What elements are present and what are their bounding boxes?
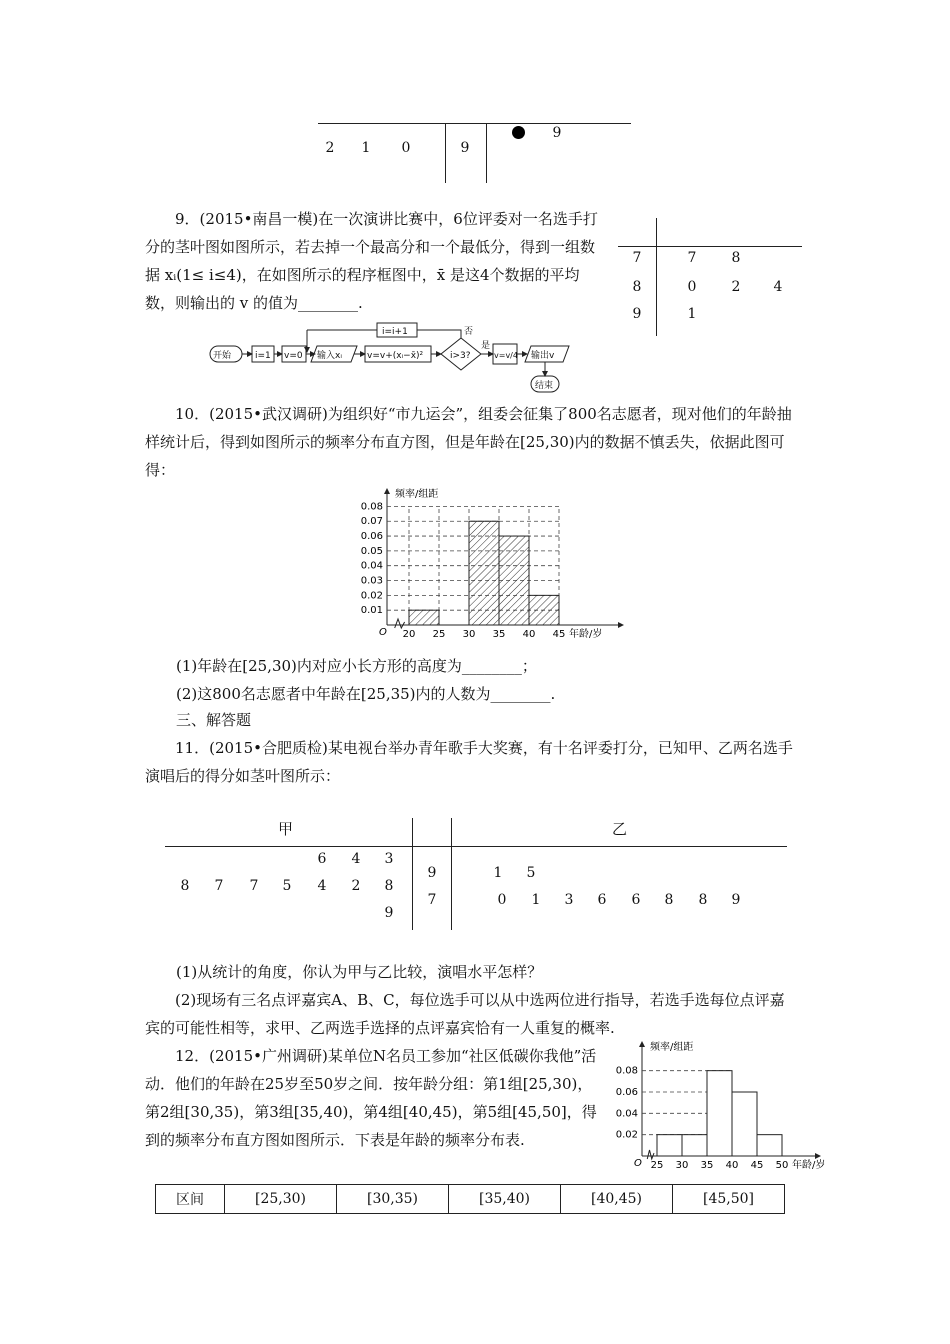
flow-i-init: i=1 <box>255 351 271 361</box>
q10-text: 10．(2015•武汉调研)为组织好“市九运会”，组委会征集了800名志愿者，现对他们的年龄抽样统计后，得到如图所示的频率分布直方图，但是年龄在[25,30)内的数据不慎丢失，依据此图可得： <box>145 405 792 479</box>
q10-histogram <box>355 487 645 647</box>
leaf: 2 <box>351 878 361 894</box>
table-row <box>156 1185 785 1214</box>
leaf: 1 <box>687 306 697 322</box>
leaf: 8 <box>384 878 394 894</box>
y-tick-label: 0.02 <box>360 590 383 602</box>
leaf: 4 <box>317 878 327 894</box>
leaf: 6 <box>597 892 607 908</box>
y-tick-label: 0.02 <box>615 1129 638 1141</box>
leaf: 9 <box>731 892 741 908</box>
leaf: 5 <box>282 878 292 894</box>
stem: 7 <box>427 892 437 908</box>
flow-cond: i>3? <box>450 351 471 361</box>
leaf: 6 <box>631 892 641 908</box>
x-tick-label: 40 <box>725 1160 739 1171</box>
histogram-bar <box>707 1071 732 1156</box>
x-tick-label: 20 <box>402 629 416 640</box>
histogram-bar <box>529 595 559 625</box>
x-tick-label: 25 <box>650 1160 664 1171</box>
stem: 8 <box>632 279 642 295</box>
histogram-bar <box>682 1135 707 1156</box>
leaf: 9 <box>384 905 394 921</box>
y-tick-label: 0.03 <box>360 575 383 587</box>
x-tick-label: 25 <box>432 629 446 640</box>
x-tick-label: 45 <box>552 629 566 640</box>
y-tick-label: 0.08 <box>615 1065 638 1077</box>
y-tick-label: 0.04 <box>360 560 383 572</box>
origin-label: O <box>634 1158 642 1169</box>
y-tick-label: 0.05 <box>360 545 383 557</box>
q11-sub2: (2)现场有三名点评嘉宾A、B、C，每位选手可以从中选两位进行指导，若选手选每位点评嘉宾的可能性相等，求甲、乙两选手选择的点评嘉宾恰有一人重复的概率. <box>145 991 785 1037</box>
q12-frequency-table <box>155 1184 785 1214</box>
leaf: 2 <box>731 279 741 295</box>
q9-text: 9．(2015•南昌一模)在一次演讲比赛中，6位评委对一名选手打分的茎叶图如图所示，若去掉一个最高分和一个最低分，得到一组数据 xᵢ(1≤ i≤4)，在如图所示的程序框图中，x̄ 是这4个数据的平均数，则输出的 v 的值为________. <box>145 210 598 312</box>
leaf: 8 <box>698 892 708 908</box>
leaf: 2 <box>325 140 335 156</box>
q12-histogram <box>612 1040 827 1180</box>
x-tick-label: 45 <box>750 1160 764 1171</box>
x-axis-label: 年龄/岁 <box>792 1160 826 1171</box>
flow-input: 输入xᵢ <box>317 351 342 361</box>
leaf: 0 <box>497 892 507 908</box>
leaf: 0 <box>687 279 697 295</box>
table-header-cell: [25,30) <box>225 1185 337 1214</box>
y-axis-label: 频率/组距 <box>395 489 439 500</box>
histogram-bar <box>732 1092 757 1156</box>
histogram-bar <box>409 610 439 625</box>
q12-text: 12．(2015•广州调研)某单位N名员工参加“社区低碳你我他”活动．他们的年龄在25岁至50岁之间．按年龄分组：第1组[25,30)，第2组[30,35)，第3组[35,40)，第4组[40,45)，第5组[45,50]，得到的频率分布直方图如图所示．下表是年龄的频率分布表. <box>145 1047 597 1149</box>
flow-incr: i=i+1 <box>382 327 408 337</box>
flow-end: 结束 <box>535 381 554 391</box>
origin-label: O <box>379 627 387 638</box>
table-header-cell: [40,45) <box>561 1185 673 1214</box>
x-tick-label: 30 <box>462 629 476 640</box>
q10-sub2: (2)这800名志愿者中年龄在[25,35)内的人数为________. <box>176 685 556 703</box>
flow-no: 否 <box>464 327 474 337</box>
y-tick-label: 0.07 <box>360 516 383 528</box>
histogram-bar <box>469 521 499 625</box>
axis-break <box>395 619 405 628</box>
flow-update: v=v+(xᵢ−x̄)² <box>367 351 424 361</box>
flow-yes: 是 <box>481 341 491 351</box>
y-tick-label: 0.06 <box>360 531 383 543</box>
q10-sub1: (1)年龄在[25,30)内对应小长方形的高度为________； <box>176 657 537 675</box>
x-tick-label: 30 <box>675 1160 689 1171</box>
leaf: 1 <box>493 865 503 881</box>
axis-break <box>647 1150 654 1159</box>
q11-text: 11．(2015•合肥质检)某电视台举办青年歌手大奖赛，有十名评委打分，已知甲、乙两名选手演唱后的得分如茎叶图所示： <box>145 739 793 785</box>
table-header-cell: [35,40) <box>449 1185 561 1214</box>
bullet-dot-icon <box>512 126 525 139</box>
x-tick-label: 35 <box>700 1160 714 1171</box>
leaf: 4 <box>351 851 361 867</box>
stem: 9 <box>460 140 470 156</box>
q11-sub1: (1)从统计的角度，你认为甲与乙比较，演唱水平怎样？ <box>176 963 543 981</box>
x-tick-label: 50 <box>775 1160 789 1171</box>
histogram-bar <box>757 1135 782 1156</box>
leaf: 1 <box>361 140 371 156</box>
y-tick-label: 0.04 <box>615 1108 638 1120</box>
section-heading: 三、解答题 <box>176 711 252 729</box>
leaf: 6 <box>317 851 327 867</box>
y-tick-label: 0.01 <box>360 605 383 617</box>
right-title: 乙 <box>612 820 628 838</box>
leaf: 8 <box>664 892 674 908</box>
leaf: 0 <box>401 140 411 156</box>
leaf: 4 <box>773 279 783 295</box>
leaf: 1 <box>531 892 541 908</box>
stem: 9 <box>632 306 642 322</box>
y-tick-label: 0.06 <box>615 1087 638 1098</box>
leaf: 9 <box>552 125 562 141</box>
x-tick-label: 40 <box>522 629 536 640</box>
leaf: 3 <box>564 892 574 908</box>
x-tick-label: 35 <box>492 629 506 640</box>
leaf: 7 <box>249 878 259 894</box>
leaf: 7 <box>687 250 697 266</box>
leaf: 8 <box>180 878 190 894</box>
q9-flowchart <box>205 320 585 395</box>
stem: 7 <box>632 250 642 266</box>
stem: 9 <box>427 865 437 881</box>
flow-start: 开始 <box>213 351 232 361</box>
table-header-cell: [45,50] <box>673 1185 785 1214</box>
histogram-bar <box>657 1135 682 1156</box>
histogram-bar <box>499 536 529 625</box>
leaf: 5 <box>526 865 536 881</box>
flow-divide: v=v/4 <box>494 351 518 360</box>
left-title: 甲 <box>278 820 294 838</box>
flow-v-init: v=0 <box>284 351 303 361</box>
table-header-cell: 区间 <box>156 1185 225 1214</box>
leaf: 7 <box>214 878 224 894</box>
x-axis-label: 年龄/岁 <box>569 629 603 640</box>
leaf: 3 <box>384 851 394 867</box>
table-header-cell: [30,35) <box>337 1185 449 1214</box>
y-tick-label: 0.08 <box>360 501 383 513</box>
leaf: 8 <box>731 250 741 266</box>
y-axis-label: 频率/组距 <box>650 1042 694 1053</box>
flow-output: 输出v <box>531 351 555 361</box>
